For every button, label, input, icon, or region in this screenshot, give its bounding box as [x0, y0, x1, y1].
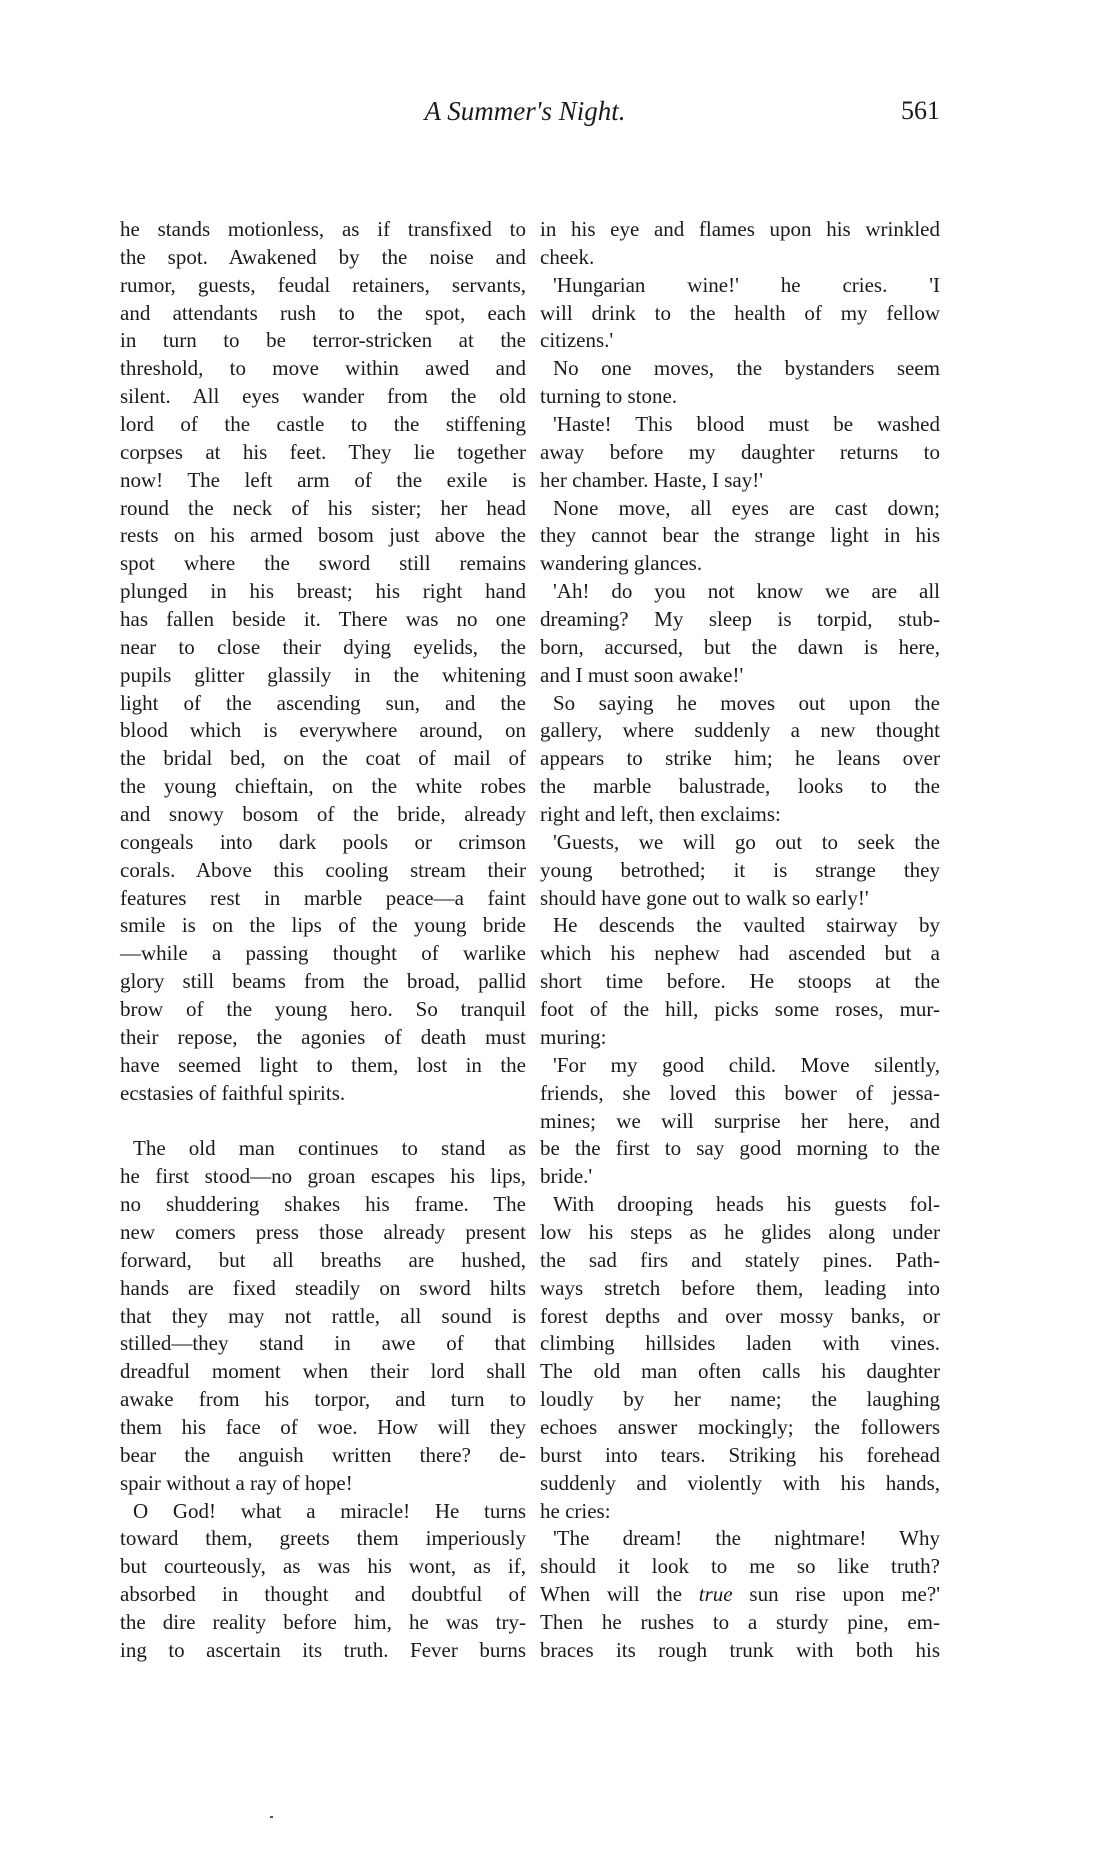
text-line: The old man often calls his daughter	[540, 1359, 940, 1384]
text-line: O God! what a miracle! He turns	[133, 1498, 526, 1523]
text-line: burst into tears. Striking his forehead	[540, 1442, 940, 1467]
text-line: corals. Above this cooling stream their	[120, 857, 526, 882]
text-line: citizens.'	[540, 328, 614, 353]
text-line: cheek.	[540, 244, 595, 269]
text-line: toward them, greets them imperiously	[120, 1526, 526, 1551]
text-line: foot of the hill, picks some roses, mur-	[540, 997, 940, 1022]
text-line: The old man continues to stand as	[133, 1136, 526, 1161]
text-line: will drink to the health of my fellow	[540, 300, 940, 325]
text-line: So saying he moves out upon the	[553, 690, 940, 715]
text-line: the spot. Awakened by the noise and	[120, 244, 526, 269]
print-speck	[270, 1816, 273, 1818]
text-line: the young chieftain, on the white robes	[120, 774, 526, 799]
text-line: forward, but all breaths are hushed,	[120, 1247, 526, 1272]
emphasis: true	[698, 1582, 733, 1607]
text-line: low his steps as he glides along under	[540, 1219, 940, 1244]
line-text: sun rise upon me?'	[732, 1582, 940, 1607]
text-line: forest depths and over mossy banks, or	[540, 1303, 940, 1328]
text-line: corpses at his feet. They lie together	[120, 439, 526, 464]
text-line: —while a passing thought of warlike	[120, 941, 526, 966]
text-line: lord of the castle to the stiffening	[120, 412, 526, 437]
text-line: With drooping heads his guests fol-	[553, 1192, 940, 1217]
text-line: blood which is everywhere around, on	[120, 718, 526, 743]
text-line: absorbed in thought and doubtful of	[120, 1582, 526, 1607]
text-line: 'Guests, we will go out to seek the	[553, 829, 940, 854]
paragraph	[540, 216, 940, 272]
text-line: climbing hillsides laden with vines.	[540, 1331, 940, 1356]
text-line: have seemed light to them, lost in the	[120, 1052, 526, 1077]
text-line: that they may not rattle, all sound is	[120, 1303, 526, 1328]
paragraph	[540, 1525, 940, 1664]
text-line: turning to stone.	[540, 384, 678, 409]
text-line: now! The left arm of the exile is	[120, 467, 526, 492]
right-column	[540, 216, 940, 1665]
page-number: 561	[901, 96, 940, 125]
text-line: light of the ascending sun, and the	[120, 690, 526, 715]
text-line: the bridal bed, on the coat of mail of	[120, 746, 526, 771]
paragraph	[540, 495, 940, 579]
text-line	[540, 1581, 940, 1609]
text-line: spair without a ray of hope!	[120, 1470, 353, 1495]
text-line: 'Haste! This blood must be washed	[553, 412, 940, 437]
text-line: he stands motionless, as if transfixed to	[120, 217, 526, 241]
text-line: No one moves, the bystanders seem	[553, 356, 940, 381]
text-line: He descends the vaulted stairway by	[553, 913, 940, 938]
text-line: round the neck of his sister; her head	[120, 495, 526, 520]
text-line: threshold, to move within awed and	[120, 356, 526, 381]
text-line: echoes answer mockingly; the followers	[540, 1414, 940, 1439]
text-line: appears to strike him; he leans over	[540, 746, 940, 771]
paragraph	[540, 690, 940, 829]
text-line: them his face of woe. How will they	[120, 1414, 526, 1439]
paragraph	[540, 411, 940, 495]
text-line: features rest in marble peace—a faint	[120, 885, 526, 910]
text-line: muring:	[540, 1024, 607, 1049]
text-line: braces its rough trunk with both his	[540, 1637, 940, 1662]
text-line: loudly by her name; the laughing	[540, 1387, 940, 1412]
text-line: but courteously, as was his wont, as if,	[120, 1554, 526, 1579]
text-line: awake from his torpor, and turn to	[120, 1387, 526, 1412]
paragraph	[120, 1135, 526, 1497]
paragraph	[120, 1498, 526, 1665]
text-line: her chamber. Haste, I say!'	[540, 467, 764, 492]
text-line: and attendants rush to the spot, each	[120, 300, 526, 325]
text-line: the dire reality before him, he was try-	[120, 1609, 526, 1634]
text-line: they cannot bear the strange light in his	[540, 523, 940, 548]
text-line: bear the anguish written there? de-	[120, 1442, 526, 1467]
text-line: silent. All eyes wander from the old	[120, 384, 526, 409]
text-line: be the first to say good morning to the	[540, 1136, 940, 1161]
text-line: rumor, guests, feudal retainers, servants,	[120, 272, 526, 297]
text-line: dreadful moment when their lord shall	[120, 1359, 526, 1384]
running-title: A Summer's Night.	[424, 96, 626, 126]
text-line: hands are fixed steadily on sword hilts	[120, 1275, 526, 1300]
paragraph-gap	[120, 1108, 526, 1136]
text-line: 'Hungarian wine!' he cries. 'I	[553, 272, 940, 297]
text-line: None move, all eyes are cast down;	[553, 495, 940, 520]
text-line: stilled—they stand in awe of that	[120, 1331, 526, 1356]
text-line: congeals into dark pools or crimson	[120, 829, 526, 854]
paragraph	[120, 216, 526, 1108]
text-line: brow of the young hero. So tranquil	[120, 997, 526, 1022]
text-line: their repose, the agonies of death must	[120, 1024, 526, 1049]
text-line: plunged in his breast; his right hand	[120, 579, 526, 604]
text-line: short time before. He stoops at the	[540, 969, 940, 994]
text-line: ways stretch before them, leading into	[540, 1275, 940, 1300]
text-line: in his eye and flames upon his wrinkled	[540, 217, 940, 241]
paragraph	[540, 829, 940, 913]
text-line: pupils glitter glassily in the whitening	[120, 662, 526, 687]
paragraph	[540, 272, 940, 356]
left-column	[120, 216, 526, 1665]
text-line: has fallen beside it. There was no one	[120, 607, 526, 632]
text-line: 'For my good child. Move silently,	[553, 1052, 940, 1077]
text-line: away before my daughter returns to	[540, 439, 940, 464]
text-line: dreaming? My sleep is torpid, stub-	[540, 607, 940, 632]
paragraph	[540, 578, 940, 689]
text-line: glory still beams from the broad, pallid	[120, 969, 526, 994]
text-line: and snowy bosom of the bride, already	[120, 802, 526, 827]
text-line: wandering glances.	[540, 551, 703, 576]
text-line: new comers press those already present	[120, 1219, 526, 1244]
line-text: When will the	[540, 1582, 699, 1607]
text-line: in turn to be terror-stricken at the	[120, 328, 526, 353]
text-line: born, accursed, but the dawn is here,	[540, 634, 940, 659]
text-line: mines; we will surprise her here, and	[540, 1108, 940, 1133]
text-line: suddenly and violently with his hands,	[540, 1470, 940, 1495]
text-line: Then he rushes to a sturdy pine, em-	[540, 1609, 940, 1634]
text-line: young betrothed; it is strange they	[540, 857, 940, 882]
text-line: should have gone out to walk so early!'	[540, 885, 869, 910]
text-line: rests on his armed bosom just above the	[120, 523, 526, 548]
paragraph	[540, 1191, 940, 1525]
text-line: should it look to me so like truth?	[540, 1554, 940, 1579]
text-line: the sad firs and stately pines. Path-	[540, 1247, 940, 1272]
text-line: and I must soon awake!'	[540, 662, 744, 687]
paragraph	[540, 912, 940, 1051]
text-line: friends, she loved this bower of jessa-	[540, 1080, 940, 1105]
paragraph	[540, 355, 940, 411]
text-line: spot where the sword still remains	[120, 551, 526, 576]
text-line: bride.'	[540, 1164, 593, 1189]
text-line: right and left, then exclaims:	[540, 802, 781, 827]
text-line: 'Ah! do you not know we are all	[553, 579, 940, 604]
text-line: the marble balustrade, looks to the	[540, 774, 940, 799]
paragraph	[540, 1052, 940, 1191]
text-line: near to close their dying eyelids, the	[120, 634, 526, 659]
text-line: 'The dream! the nightmare! Why	[553, 1526, 940, 1551]
text-line: he cries:	[540, 1498, 611, 1523]
text-line: gallery, where suddenly a new thought	[540, 718, 940, 743]
text-line: he first stood—no groan escapes his lips,	[120, 1164, 526, 1189]
text-line: ecstasies of faithful spirits.	[120, 1080, 346, 1105]
text-line: no shuddering shakes his frame. The	[120, 1192, 526, 1217]
text-line: ing to ascertain its truth. Fever burns	[120, 1637, 526, 1662]
text-line: smile is on the lips of the young bride	[120, 913, 526, 938]
text-line: which his nephew had ascended but a	[540, 941, 940, 966]
